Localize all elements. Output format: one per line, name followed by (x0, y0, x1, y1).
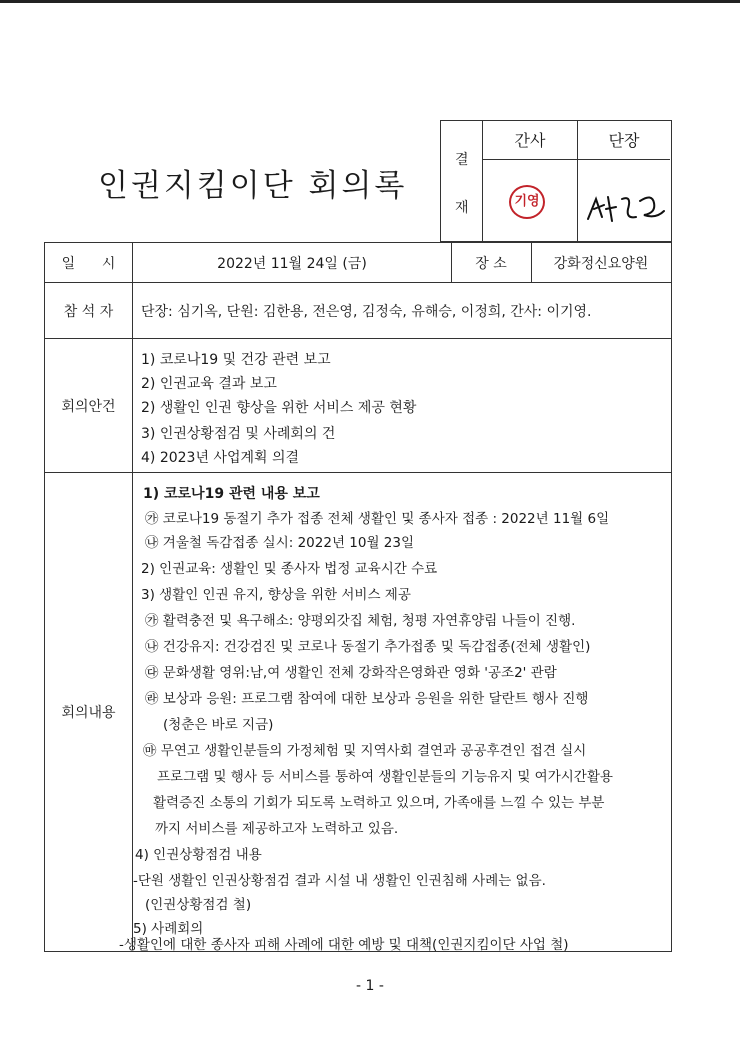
content-line: 4) 인권상황점검 내용 (135, 847, 262, 863)
content-line: -생활인에 대한 종사자 피해 사례에 대한 예방 및 대책(인권지킴이단 사업 철) (119, 937, 569, 953)
secretary-stamp: 기영 (509, 185, 545, 219)
approval-label-column (441, 121, 483, 241)
content-line: ㉱ 보상과 응원: 프로그램 참여에 대한 보상과 응원을 위한 달란트 행사 진행 (145, 691, 589, 707)
approval-leader-column (578, 121, 670, 241)
scan-edge-line (0, 0, 740, 3)
attendees-label: 참 석 자 (45, 283, 133, 338)
agenda-item: 2) 생활인 인권 향상을 위한 서비스 제공 현황 (141, 400, 417, 416)
content-line: (인권상황점검 철) (145, 897, 252, 913)
date-value: 2022년 11월 24일 (금) (217, 255, 367, 272)
approval-label-top: 결 (455, 152, 469, 168)
content-line: ㉯ 겨울철 독감접종 실시: 2022년 10월 23일 (145, 535, 415, 551)
date-label: 일 시 (45, 243, 133, 282)
place-label: 장 소 (475, 255, 507, 272)
place-value: 강화정신요양원 (553, 255, 649, 272)
approval-secretary-header: 간사 (483, 121, 577, 160)
approval-label-bottom: 재 (455, 200, 469, 216)
agenda-item: 4) 2023년 사업계획 의결 (141, 450, 300, 466)
attendees-value: 단장: 심기옥, 단원: 김한용, 전은영, 김정숙, 유해승, 이정희, 간사: 이기영. (141, 303, 592, 320)
agenda-item: 3) 인권상황점검 및 사례회의 건 (141, 426, 336, 442)
content-line: ㉯ 건강유지: 건강검진 및 코로나 동절기 추가접종 및 독감접종(전체 생활인) (145, 639, 591, 655)
agenda-row (45, 339, 671, 473)
agenda-item: 1) 코로나19 및 건강 관련 보고 (141, 352, 331, 368)
content-line: 까지 서비스를 제공하고자 노력하고 있음. (155, 821, 399, 837)
agenda-item: 2) 인권교육 결과 보고 (141, 376, 277, 392)
minutes-table (44, 242, 672, 952)
content-line: 1) 코로나19 관련 내용 보고 (143, 486, 320, 502)
date-row (45, 243, 671, 283)
content-label: 회의내용 (45, 473, 133, 950)
content-line: (청춘은 바로 지금) (163, 717, 274, 733)
content-line: ㉮ 코로나19 동절기 추가 접종 전체 생활인 및 종사자 접종 : 2022년 11월 6일 (145, 511, 610, 527)
content-line: 3) 생활인 인권 유지, 향상을 위한 서비스 제공 (141, 587, 411, 603)
approval-box (440, 120, 672, 242)
content-line: ㉮ 활력충전 및 욕구해소: 양평외갓집 체험, 청평 자연휴양림 나들이 진행. (145, 613, 576, 629)
content-line: ㉲ 무연고 생활인분들의 가정체험 및 지역사회 결연과 공공후견인 접견 실시 (143, 743, 587, 759)
content-line: 5) 사례회의 (133, 921, 204, 937)
document-title: 인권지킴이단 회의록 (98, 168, 408, 204)
page-number: - 1 - (356, 978, 384, 994)
content-row (45, 473, 671, 953)
content-line: 활력증진 소통의 기회가 되도록 노력하고 있으며, 가족애를 느낄 수 있는 부분 (153, 795, 605, 811)
agenda-label: 회의안건 (45, 339, 133, 472)
attendees-row (45, 283, 671, 339)
content-line: 프로그램 및 행사 등 서비스를 통하여 생활인분들의 기능유지 및 여가시간활용 (157, 769, 613, 785)
approval-leader-header: 단장 (578, 121, 670, 160)
approval-secretary-column (483, 121, 578, 241)
content-line: -단원 생활인 인권상황점검 결과 시설 내 생활인 인권침해 사례는 없음. (133, 873, 546, 889)
leader-signature (582, 169, 668, 229)
content-line: ㉰ 문화생활 영위:남,여 생활인 전체 강화작은영화관 영화 '공조2' 관람 (145, 665, 557, 681)
content-line: 2) 인권교육: 생활인 및 종사자 법정 교육시간 수료 (141, 561, 438, 577)
